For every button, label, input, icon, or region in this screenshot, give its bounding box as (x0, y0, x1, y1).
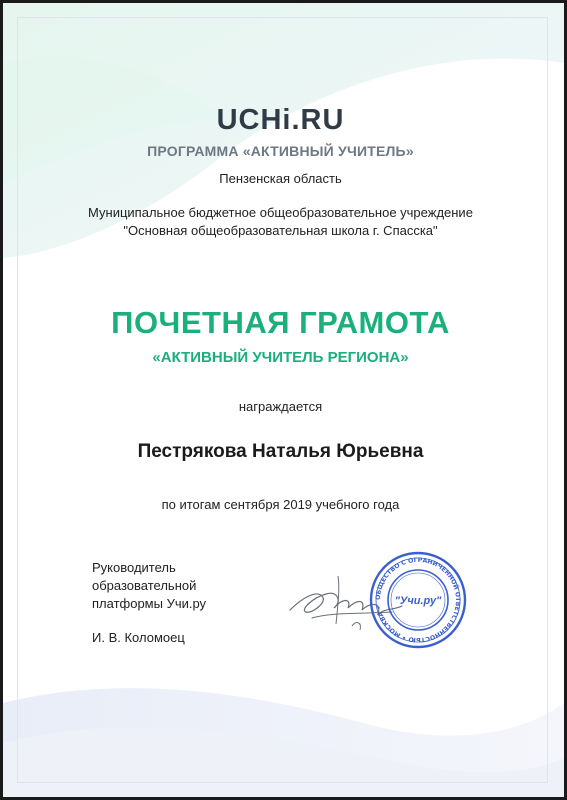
awardee-name: Пестрякова Наталья Юрьевна (137, 441, 424, 462)
signer-line: Руководитель (92, 560, 176, 575)
signer-position (92, 559, 292, 613)
award-period: по итогам сентября 2019 учебного года (161, 497, 400, 512)
svg-text:"Учи.ру": "Учи.ру" (394, 595, 442, 607)
uchi-logo: UCHi.RU (216, 104, 345, 136)
region-label: Пензенская область (219, 171, 342, 186)
signer-line: платформы Учи.ру (92, 596, 207, 611)
signer-name: И. В. Коломоец (92, 630, 185, 645)
school-name: "Основная общеобразовательная школа г. Спасска" (123, 223, 438, 238)
svg-text:ОБЩЕСТВО С ОГРАНИЧЕННОЙ ОТВЕТС: ОБЩЕСТВО С ОГРАНИЧЕННОЙ ОТВЕТСТВЕННОСТЬЮ • МОСКВА • (374, 556, 462, 644)
school-type: Муниципальное бюджетное общеобразовательное учреждение (88, 205, 473, 220)
certificate-subtitle: «АКТИВНЫЙ УЧИТЕЛЬ РЕГИОНА» (152, 349, 409, 366)
certificate-title: ПОЧЕТНАЯ ГРАМОТА (111, 305, 450, 340)
program-title: ПРОГРАММА «АКТИВНЫЙ УЧИТЕЛЬ» (147, 143, 414, 159)
signer-line: образовательной (92, 578, 197, 593)
company-seal (368, 550, 468, 650)
awarded-label: награждается (238, 399, 323, 414)
